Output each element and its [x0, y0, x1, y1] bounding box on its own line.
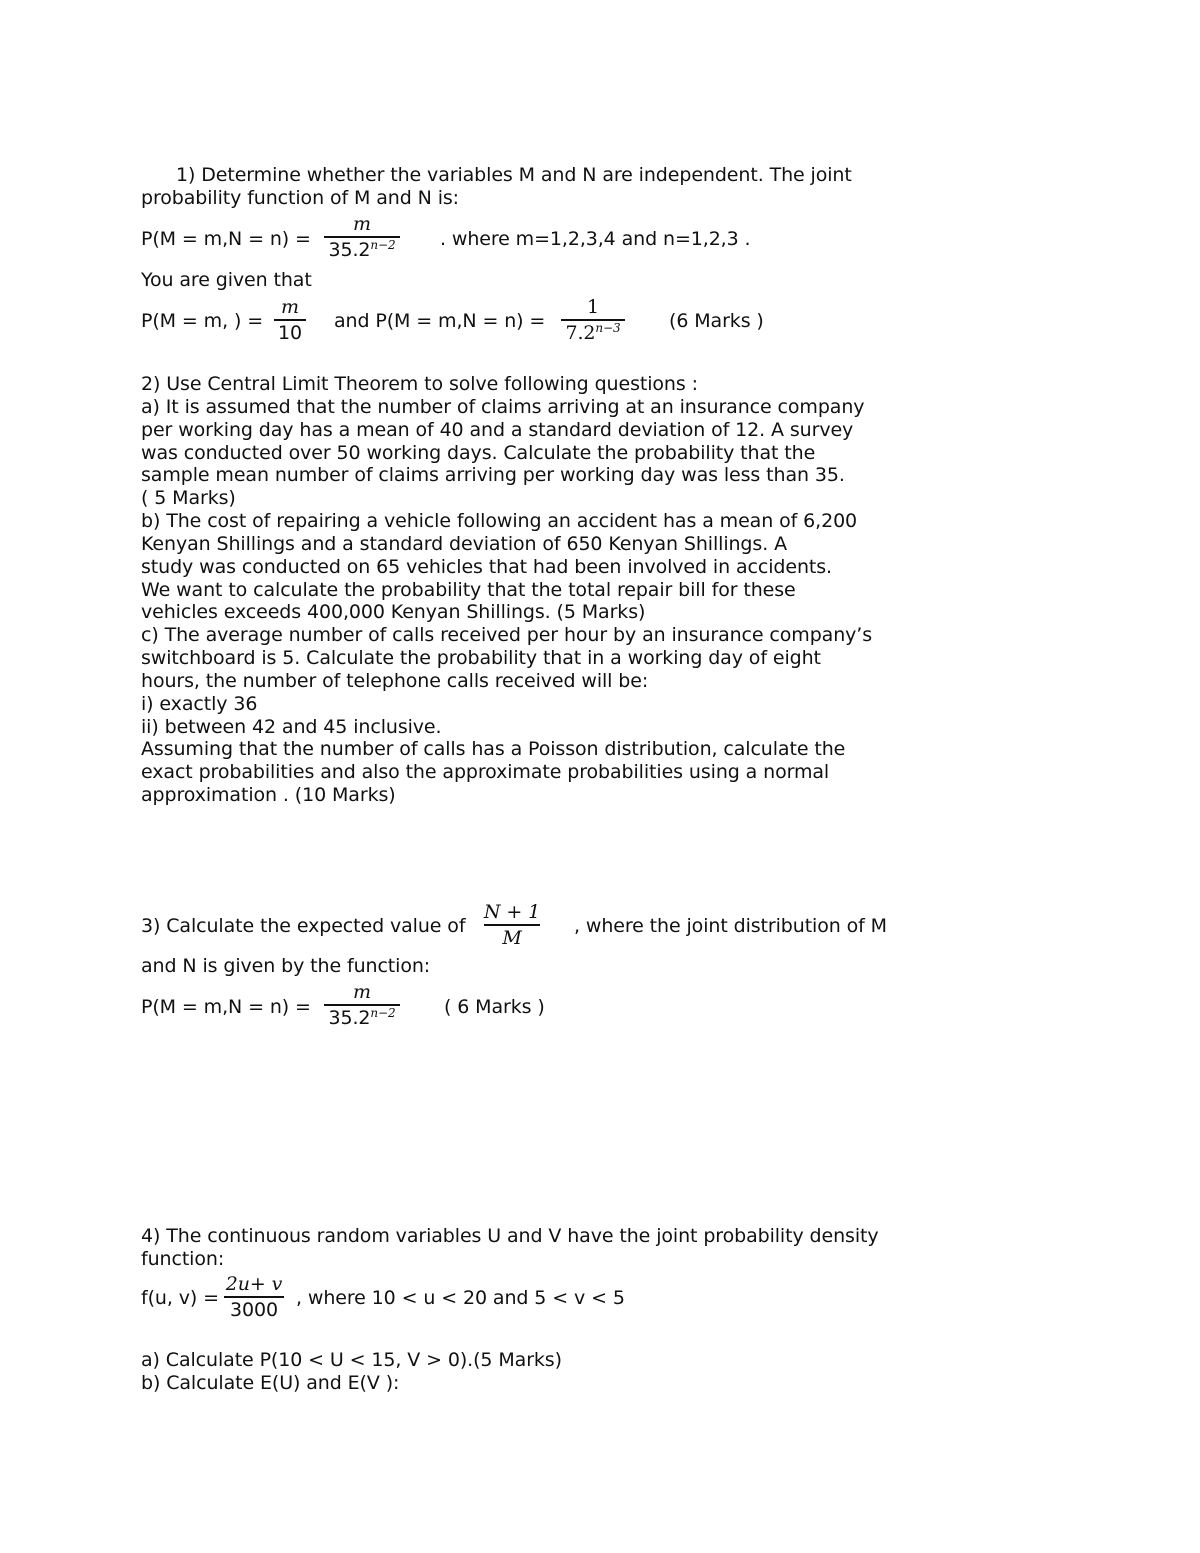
q2-line-10: vehicles exceeds 400,000 Kenyan Shillings. (5 Marks) — [141, 601, 646, 623]
q4-density-numerator: 2u+ v — [225, 1273, 283, 1295]
q2-line-1: a) It is assumed that the number of claims arriving at an insurance company — [141, 396, 865, 418]
q1-pmf-numerator: m — [353, 213, 371, 235]
q4-density-fraction — [224, 1272, 284, 1322]
q1-pmf-denominator: $35.2^{n-2}$ — [328, 237, 396, 261]
q2-line-12: switchboard is 5. Calculate the probability that in a working day of eight — [141, 647, 821, 669]
q2-line-7: Kenyan Shillings and a standard deviation of 650 Kenyan Shillings. A — [141, 533, 787, 555]
q4-density-lhs: f(u, v) = — [141, 1287, 219, 1309]
q2-line-5: ( 5 Marks) — [141, 487, 236, 509]
q1-given: You are given that — [141, 269, 312, 291]
q1-and-lhs: and P(M = m,N = n) = — [334, 310, 546, 332]
q2-line-17: exact probabilities and also the approximate probabilities using a normal — [141, 761, 830, 783]
q3-fraction-numerator: N + 1 — [483, 901, 541, 923]
q2-line-14: i) exactly 36 — [141, 693, 258, 715]
q3-pmf-fraction — [324, 980, 400, 1030]
q2-line-6: b) The cost of repairing a vehicle following an accident has a mean of 6,200 — [141, 510, 858, 532]
q4-part-b: b) Calculate E(U) and E(V ): — [141, 1372, 400, 1394]
q3-after: , where the joint distribution of M — [574, 915, 887, 937]
q2-line-11: c) The average number of calls received per hour by an insurance company’s — [141, 624, 873, 646]
q1-pmf-where: . where m=1,2,3,4 and n=1,2,3 . — [440, 228, 751, 250]
q4-part-a: a) Calculate P(10 < U < 15, V > 0).(5 Marks) — [141, 1349, 562, 1371]
q1-marginal-denominator: 10 — [278, 321, 302, 344]
q1-and-fraction — [561, 295, 625, 345]
q4-line-1: 4) The continuous random variables U and V have the joint probability density — [141, 1225, 879, 1247]
q1-pmf-lhs: P(M = m,N = n) = — [141, 228, 311, 250]
q2-line-13: hours, the number of telephone calls received will be: — [141, 670, 649, 692]
q3-intro: 3) Calculate the expected value of — [141, 915, 466, 937]
q1-marks: (6 Marks ) — [669, 310, 764, 332]
q3-expected-fraction — [484, 900, 540, 950]
q2-line-9: We want to calculate the probability that the total repair bill for these — [141, 579, 796, 601]
q2-line-3: was conducted over 50 working days. Calculate the probability that the — [141, 442, 816, 464]
q1-line-1: 1) Determine whether the variables M and N are independent. The joint — [176, 164, 852, 186]
q4-density-denominator: 3000 — [230, 1298, 278, 1321]
q2-line-18: approximation . (10 Marks) — [141, 784, 396, 806]
q1-marginal-fraction — [274, 295, 306, 345]
q3-marks: ( 6 Marks ) — [444, 996, 545, 1018]
q2-line-16: Assuming that the number of calls has a Poisson distribution, calculate the — [141, 738, 846, 760]
q2-line-15: ii) between 42 and 45 inclusive. — [141, 716, 442, 738]
q2-line-4: sample mean number of claims arriving per working day was less than 35. — [141, 464, 845, 486]
q3-pmf-numerator: m — [353, 981, 371, 1003]
q1-marginal-numerator: m — [281, 296, 299, 318]
q1-marginal-lhs: P(M = m, ) = — [141, 310, 264, 332]
q3-pmf-denominator: $35.2^{n-2}$ — [328, 1005, 396, 1029]
q3-pmf-lhs: P(M = m,N = n) = — [141, 996, 311, 1018]
q1-pmf-fraction — [324, 212, 400, 262]
q3-line-2: and N is given by the function: — [141, 955, 431, 977]
q2-line-8: study was conducted on 65 vehicles that had been involved in accidents. — [141, 556, 832, 578]
q3-fraction-denominator: M — [502, 926, 522, 949]
q1-line-2: probability function of M and N is: — [141, 187, 459, 209]
q2-line-2: per working day has a mean of 40 and a standard deviation of 12. A survey — [141, 419, 854, 441]
q4-density-where: , where 10 < u < 20 and 5 < v < 5 — [296, 1287, 625, 1309]
q4-line-2: function: — [141, 1248, 225, 1270]
q1-and-numerator: 1 — [587, 296, 599, 318]
q1-and-denominator: $7.2^{n-3}$ — [565, 320, 621, 344]
q2-line-0: 2) Use Central Limit Theorem to solve following questions : — [141, 373, 698, 395]
